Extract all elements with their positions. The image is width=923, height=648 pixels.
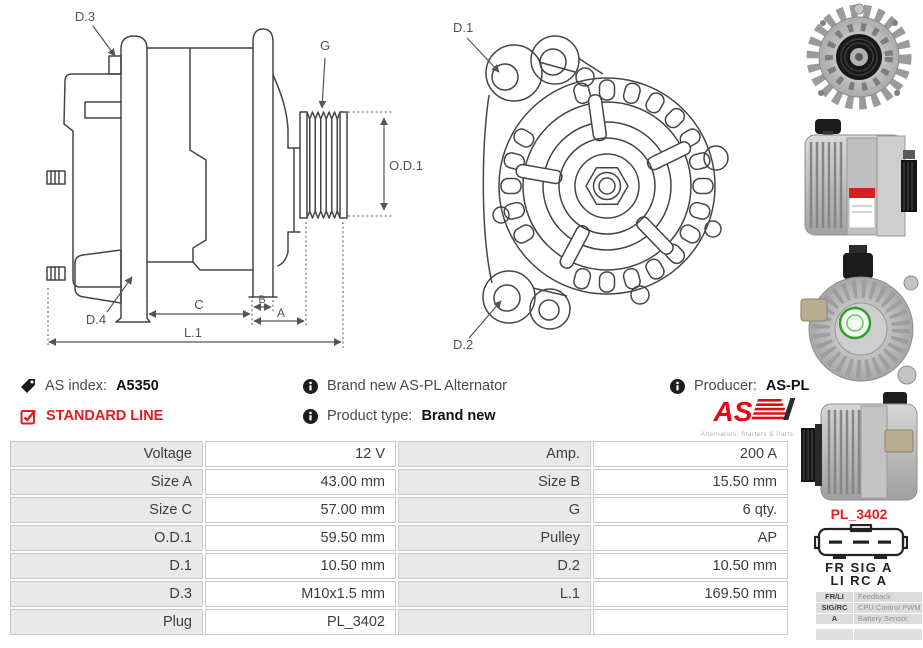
spec-label: Voltage [10,441,203,467]
as-index-row [20,375,159,397]
dim-label-c: C [194,297,204,312]
plug-code-title: PL_3402 [830,506,888,522]
spec-value: 59.50 mm [205,525,396,551]
standard-line-row [20,405,163,427]
spec-value: 10.50 mm [593,553,788,579]
pin-desc: Feedback [854,592,922,602]
spec-label: Plug [10,609,203,635]
spec-label: Size B [398,469,591,495]
as-pl-logo [697,396,797,438]
dim-label-d1: D.1 [453,20,474,35]
spec-value: PL_3402 [205,609,396,635]
pin-desc-empty [854,629,922,640]
spec-value: 6 qty. [593,497,788,523]
spec-value: 43.00 mm [205,469,396,495]
producer-label: Producer: [694,378,757,394]
spec-label: L.1 [398,581,591,607]
spec-value [593,609,788,635]
spec-label: Amp. [398,441,591,467]
pin-code: A [816,614,853,624]
dim-label-d3: D.3 [74,9,96,24]
plug-pin-empty-row [816,629,922,640]
tag-icon [20,378,36,394]
brand-new-text: Brand new AS-PL Alternator [327,378,508,394]
standard-line-label: STANDARD LINE [46,408,164,424]
product-type-label: Product type: [327,408,413,424]
spec-value: 57.00 mm [205,497,396,523]
producer-value: AS-PL [765,378,810,394]
spec-value: AP [593,525,788,551]
spec-label [398,609,591,635]
pin-desc: CPU Control PWM [854,603,922,613]
pin-code: SIG/RC [816,603,853,613]
info-icon [303,379,318,394]
pin-code: FR/LI [816,592,853,602]
spec-table [10,441,788,635]
logo-text: AS [713,396,753,425]
spec-label: D.1 [10,553,203,579]
spec-label: Size A [10,469,203,495]
plug-pin-row-1: FR SIG A [825,560,893,575]
product-photo-front-view[interactable] [799,1,919,113]
dim-label-l1: L.1 [183,325,203,340]
checkbox-checked-icon [20,408,37,425]
info-icon [303,409,318,424]
dim-label-od1: O.D.1 [389,158,423,173]
spec-value: 169.50 mm [593,581,788,607]
product-photo-column [797,1,921,504]
dim-label-g: G [319,38,331,53]
as-index-label: AS index: [45,378,108,394]
plug-pin-table [816,592,922,624]
brand-new-row [303,375,507,397]
logo-tagline: Alternators, Starters & Parts [700,431,794,438]
front-view-diagram [435,0,795,360]
product-photo-side-view-pulley-left[interactable] [799,390,919,504]
product-photo-rear-view[interactable] [799,245,919,387]
dim-label-a: A [276,306,286,320]
spec-value: M10x1.5 mm [205,581,396,607]
dim-label-d4: D.4 [85,312,107,327]
spec-label: Size C [10,497,203,523]
spec-label: D.3 [10,581,203,607]
product-type-value: Brand new [421,408,496,424]
spec-label: O.D.1 [10,525,203,551]
spec-label: Pulley [398,525,591,551]
dim-label-d2: D.2 [453,337,474,352]
spec-value: 200 A [593,441,788,467]
product-photo-side-view-pulley-right[interactable] [799,116,919,242]
plug-connector-diagram [814,524,908,560]
spec-label: D.2 [398,553,591,579]
pin-desc: Battery Sensor [854,614,922,624]
pin-code-empty [816,629,853,640]
spec-value: 10.50 mm [205,553,396,579]
producer-row [670,375,809,397]
product-type-row [303,405,496,427]
as-pl-logo-mark [699,396,795,425]
as-index-value: A5350 [116,378,159,394]
info-icon [670,379,685,394]
spec-label: G [398,497,591,523]
spec-value: 15.50 mm [593,469,788,495]
side-view-diagram [0,0,435,360]
dim-label-b: B [258,294,266,306]
plug-pin-row-2: LI RC A [830,573,888,588]
spec-value: 12 V [205,441,396,467]
